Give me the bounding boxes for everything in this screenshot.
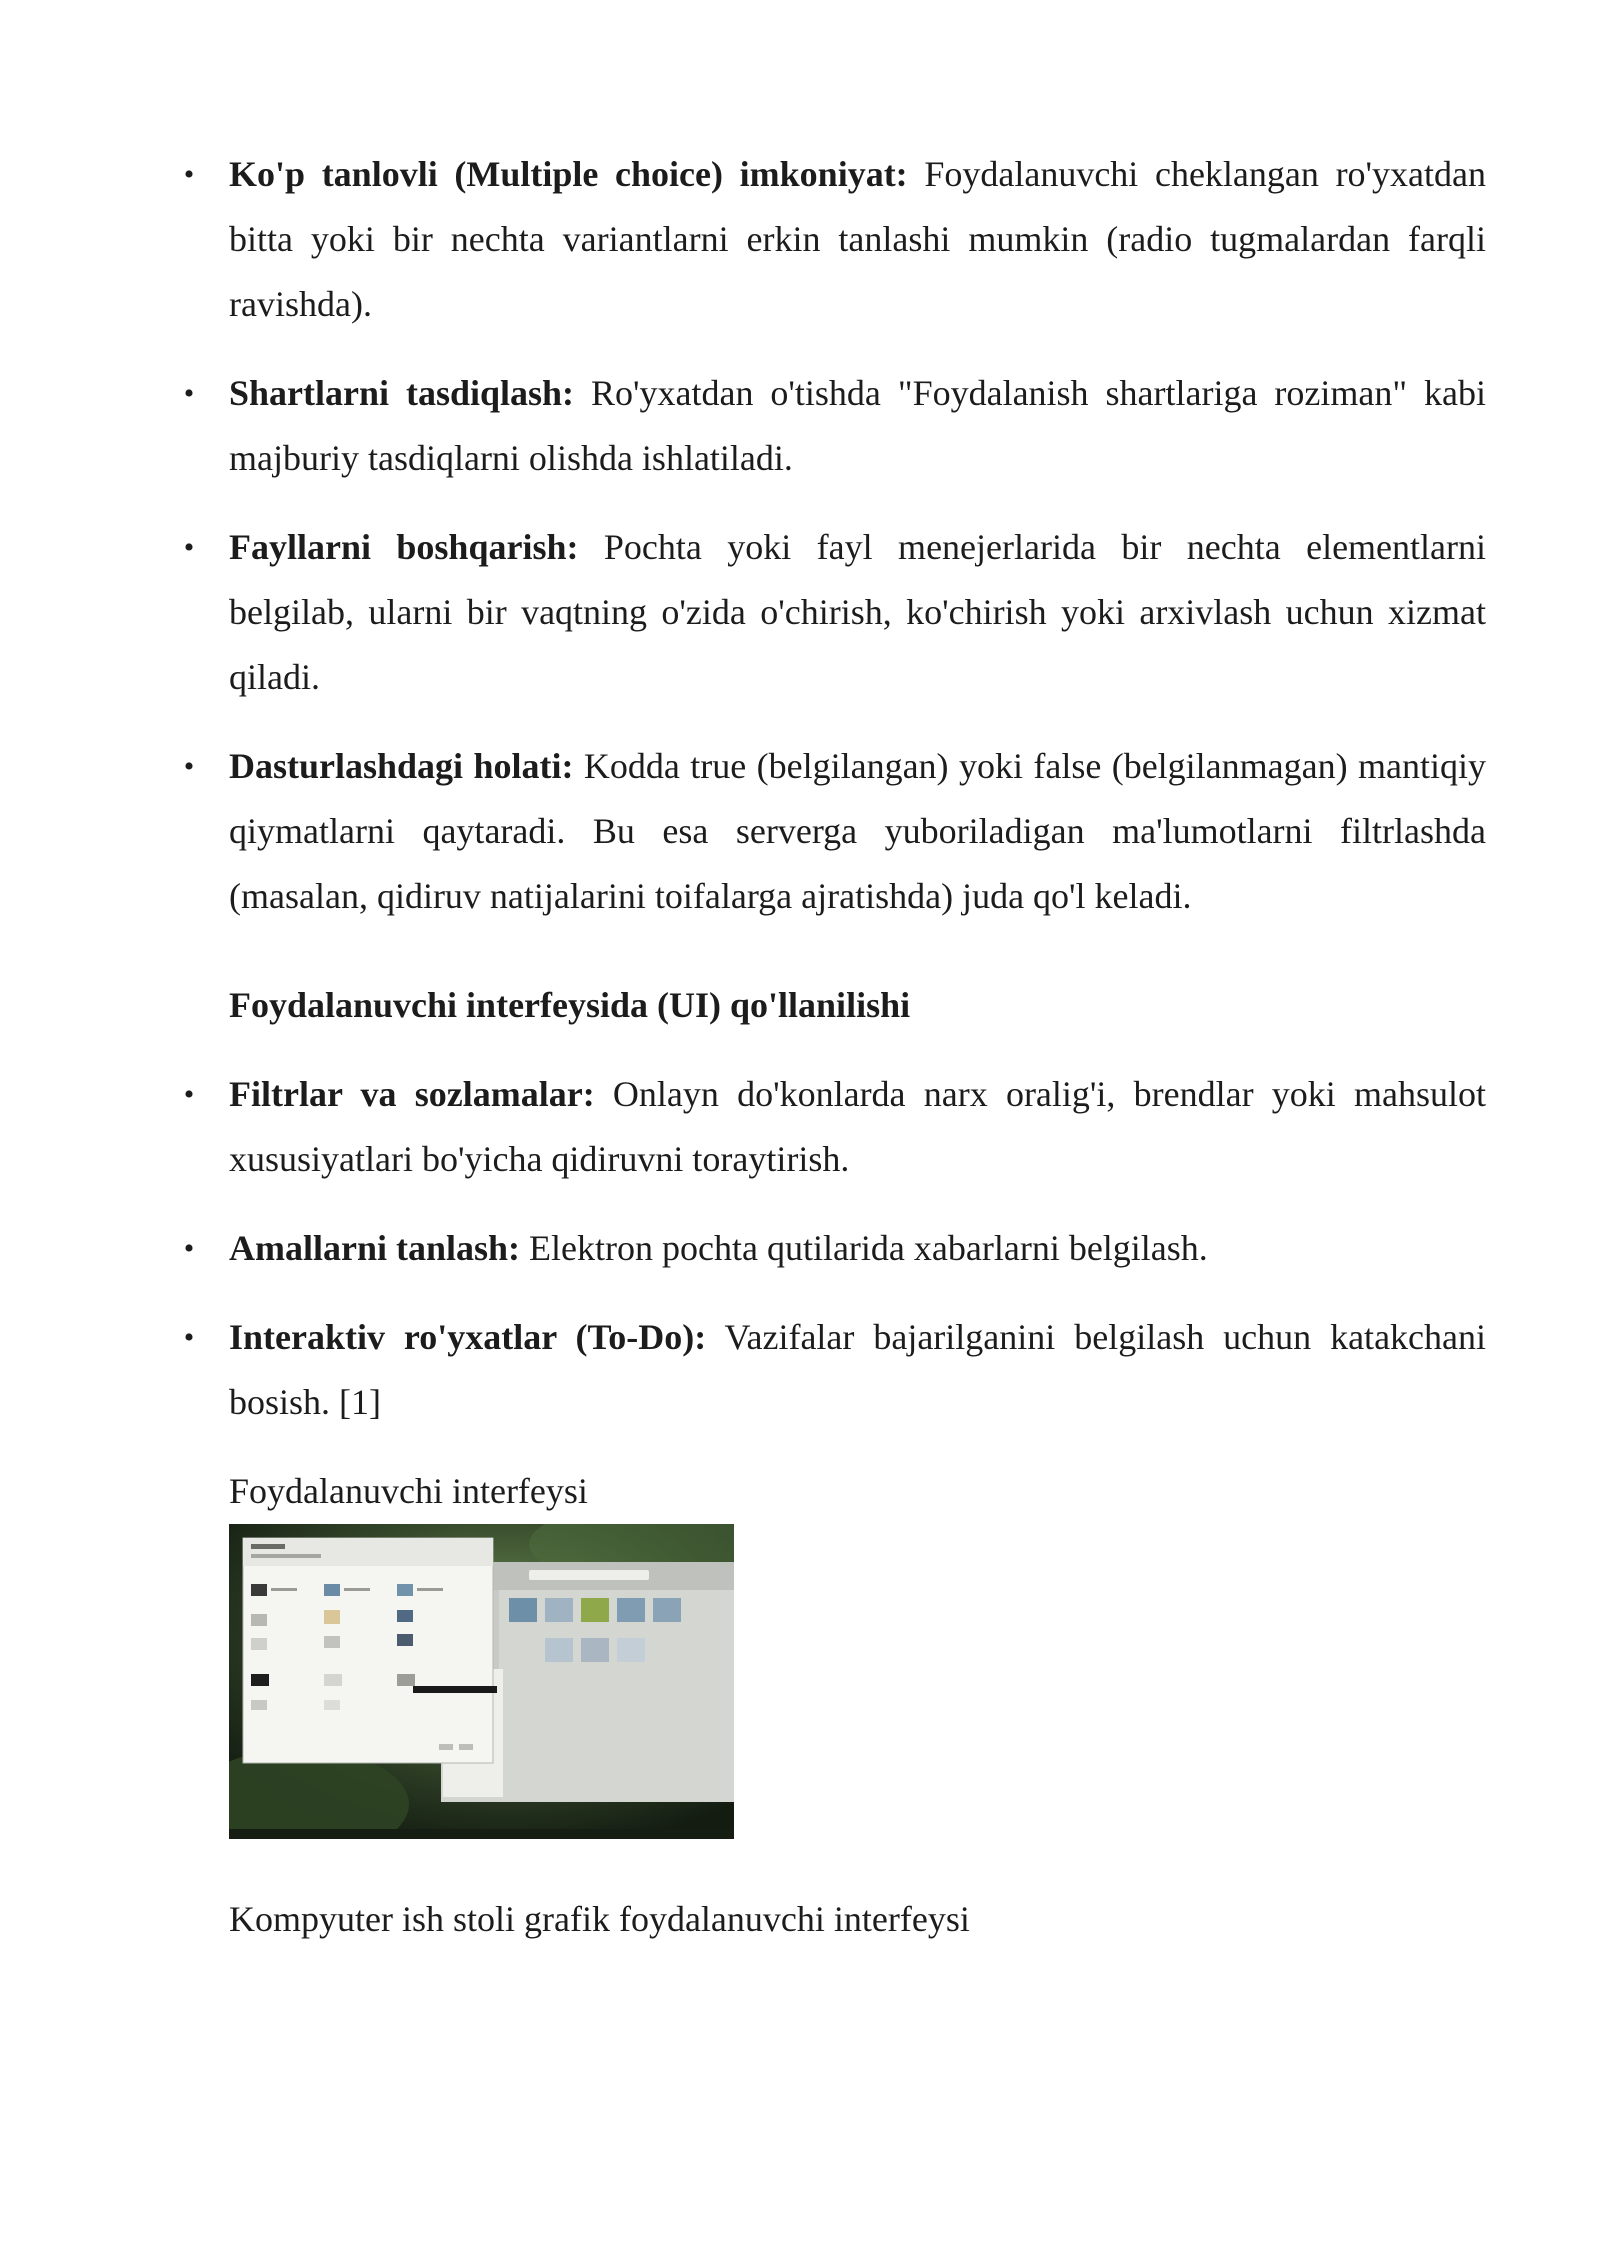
folder-icon[interactable] — [653, 1598, 681, 1622]
item-term: Interaktiv ro'yxatlar (To-Do): — [229, 1317, 707, 1357]
setting-icon[interactable] — [397, 1610, 413, 1622]
list-item — [183, 1216, 1486, 1281]
setting-icon[interactable] — [251, 1584, 267, 1596]
file-icon[interactable] — [617, 1638, 645, 1662]
figure-label: Foydalanuvchi interfeysi — [229, 1471, 588, 1511]
bullet-icon: • — [183, 377, 195, 410]
item-text: Elektron pochta qutilarida xabarlarni belgilash. — [520, 1228, 1208, 1268]
figure-caption: Kompyuter ish stoli grafik foydalanuvchi interfeysi — [229, 1899, 970, 1939]
bullet-list-bottom — [183, 1062, 1487, 1435]
item-text: Ro'yxatdan o'tishda "Foydalanish shartlariga roziman" kabi majburiy tasdiqlarni olishda ishlatiladi. — [229, 373, 1486, 478]
setting-icon[interactable] — [324, 1610, 340, 1624]
folder-icon[interactable] — [581, 1598, 609, 1622]
list-item — [183, 515, 1486, 710]
setting-icon[interactable] — [324, 1636, 340, 1648]
document-body — [183, 142, 1487, 1952]
setting-label — [271, 1588, 297, 1591]
setting-icon[interactable] — [397, 1584, 413, 1596]
setting-icon[interactable] — [324, 1700, 340, 1710]
window-frame — [243, 1538, 493, 1763]
item-text: Vazifalar bajarilganini belgilash uchun katakchani bosish. [1] — [229, 1317, 1487, 1422]
address-bar[interactable] — [529, 1570, 649, 1580]
folder-icon[interactable] — [617, 1598, 645, 1622]
setting-label — [344, 1588, 370, 1591]
file-icon[interactable] — [581, 1638, 609, 1662]
setting-icon[interactable] — [397, 1634, 413, 1646]
window-subtitle — [251, 1554, 321, 1558]
list-item — [183, 734, 1486, 929]
item-term: Filtrlar va sozlamalar: — [229, 1074, 595, 1114]
setting-icon[interactable] — [251, 1674, 269, 1686]
item-text: Onlayn do'konlarda narx oralig'i, brendlar yoki mahsulot xususiyatlari bo'yicha qidiruvni toraytirish. — [229, 1074, 1486, 1179]
list-item — [183, 361, 1486, 491]
desktop-gui-illustration — [229, 1524, 734, 1839]
list-item — [183, 142, 1486, 337]
item-term: Amallarni tanlash: — [229, 1228, 521, 1268]
bullet-icon: • — [183, 1232, 195, 1265]
item-text: Foydalanuvchi cheklangan ro'yxatdan bitta yoki bir nechta variantlarni erkin tanlashi mumkin (radio tugmalardan farqli ravishda). — [229, 154, 1486, 324]
section-heading: Foydalanuvchi interfeysida (UI) qo'llanilishi — [229, 985, 911, 1025]
setting-icon[interactable] — [251, 1614, 267, 1626]
setting-label — [417, 1588, 443, 1591]
item-term: Ko'p tanlovli (Multiple choice) imkoniyat: — [229, 154, 908, 194]
window-button[interactable] — [439, 1744, 453, 1750]
setting-icon[interactable] — [397, 1674, 415, 1686]
setting-icon[interactable] — [324, 1674, 342, 1686]
window-title — [251, 1544, 285, 1549]
bullet-icon: • — [183, 1078, 195, 1111]
file-icon[interactable] — [545, 1638, 573, 1662]
setting-icon[interactable] — [251, 1700, 267, 1710]
desktop-gui-screenshot — [229, 1524, 734, 1839]
setting-icon[interactable] — [251, 1638, 267, 1650]
folder-icon[interactable] — [545, 1598, 573, 1622]
bullet-list-top — [183, 142, 1486, 929]
bullet-icon: • — [183, 531, 195, 564]
item-term: Dasturlashdagi holati: — [229, 746, 574, 786]
item-text: Pochta yoki fayl menejerlarida bir nechta elementlarni belgilab, ularni bir vaqtning o'zida o'chirish, ko'chirish yoki arxivlash uchun xizmat qiladi. — [229, 527, 1486, 697]
setting-icon[interactable] — [324, 1584, 340, 1596]
tooltip-bar — [413, 1686, 497, 1693]
window-titlebar — [243, 1538, 493, 1566]
item-term: Fayllarni boshqarish: — [229, 527, 579, 567]
folder-icon[interactable] — [509, 1598, 537, 1622]
item-text: Kodda true (belgilangan) yoki false (belgilanmagan) mantiqiy qiymatlarni qaytaradi. Bu esa serverga yuboriladigan ma'lumotlarni filtrlashda (masalan, qidiruv natijalarini toifalarga ajratishda) juda qo'l keladi. — [229, 746, 1486, 916]
bullet-icon: • — [183, 158, 195, 191]
item-term: Shartlarni tasdiqlash: — [229, 373, 575, 413]
settings-window[interactable] — [243, 1538, 493, 1763]
list-item — [183, 1062, 1486, 1192]
list-item — [183, 1305, 1487, 1435]
window-button[interactable] — [459, 1744, 473, 1750]
taskbar — [229, 1829, 734, 1839]
bullet-icon: • — [183, 1321, 195, 1354]
bullet-icon: • — [183, 750, 195, 783]
